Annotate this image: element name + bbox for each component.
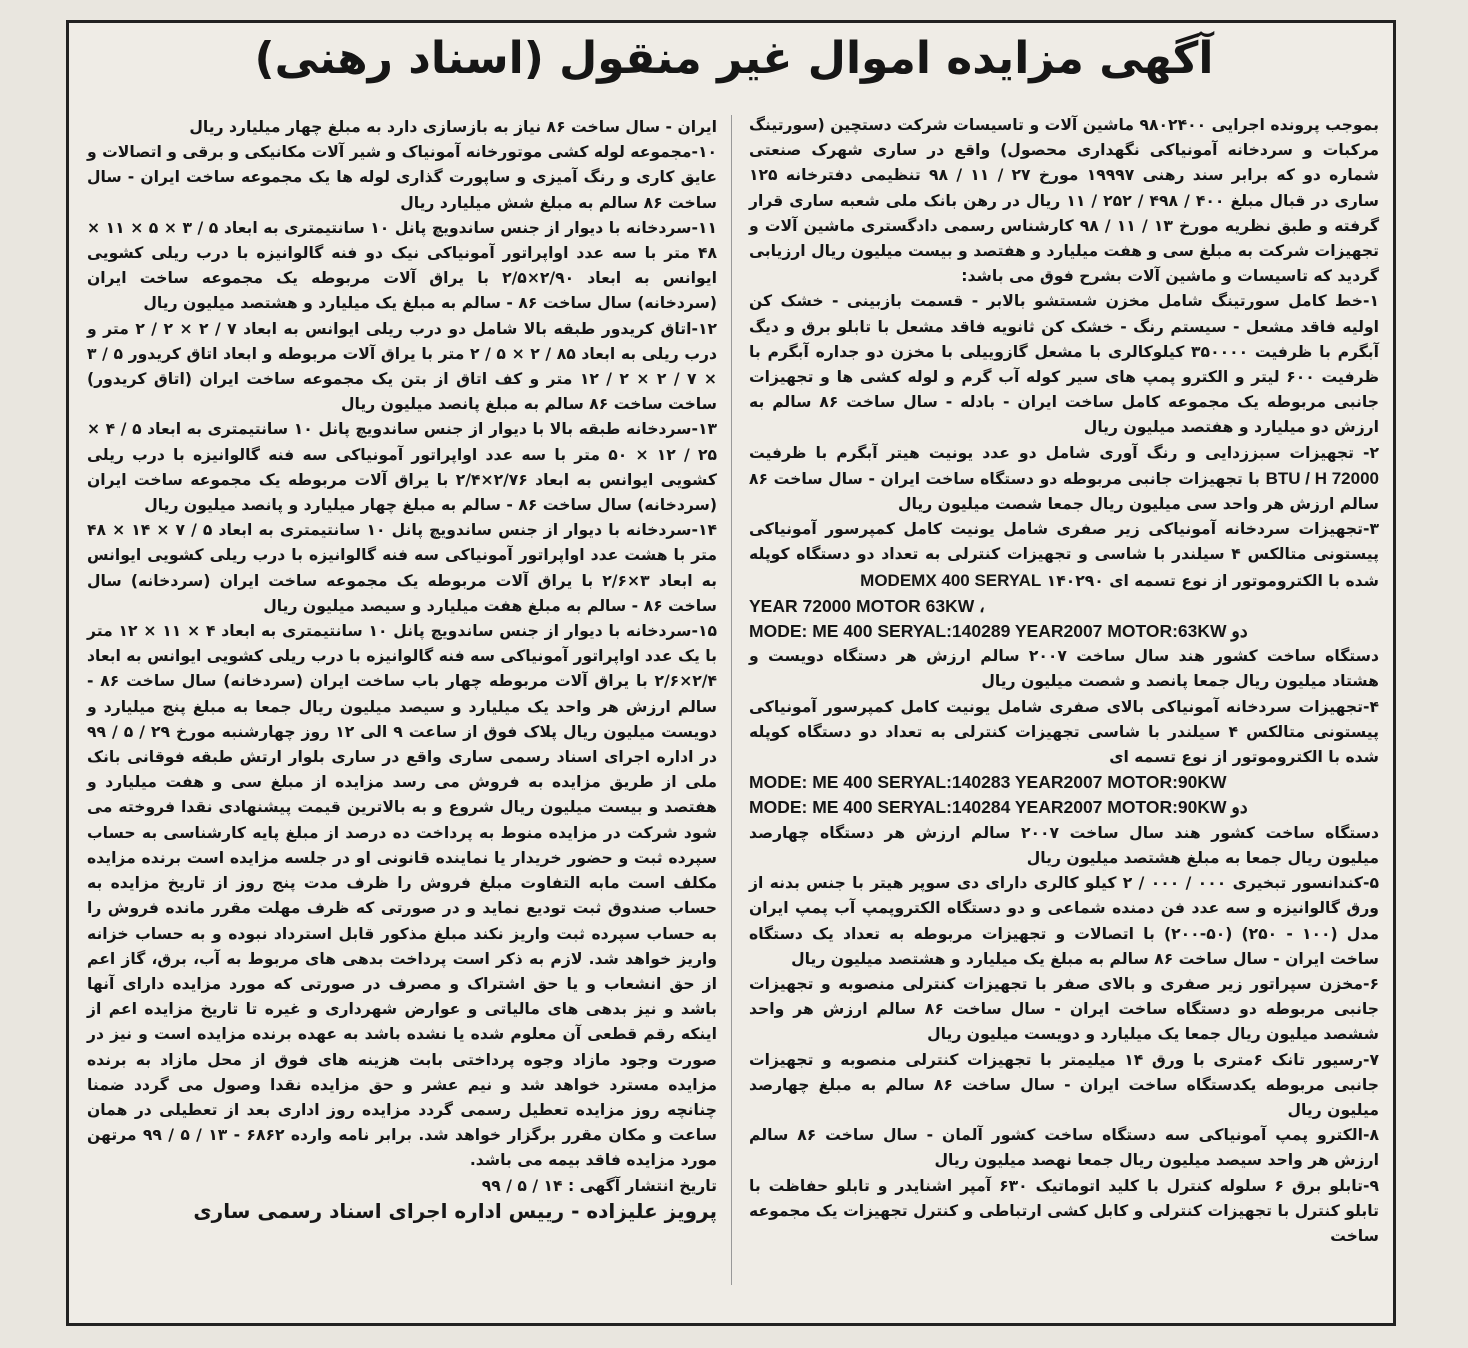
item-4-text-a: ۴-تجهیزات سردخانه آمونیاکی بالای صفری شامل یونیت کامل کمپرسور آمونیاکی پیستونی متالکس ۴ سیلندر با شاسی تجهیزات کنترلی به تعداد دو دستگاه کوپله شده با الکتروموتور از نوع تسمه ای	[749, 697, 1379, 767]
item-2-text-b: با تجهیزات جانبی مربوطه دو دستگاه ساخت ایران - سال ساخت ۸۶ سالم ارزش هر واحد سی میلیون ریال جمعا شصت میلیون ریال	[749, 469, 1379, 514]
item-3-spec-1: MODEMX 400 SERYAL	[860, 570, 1042, 590]
item-13: ۱۳-سردخانه طبقه بالا با دیوار از جنس ساندویچ پانل ۱۰ سانتیمتری به ابعاد ۵ / ۴ × ۲۵ / ۱۲ × ۵۰ متر با سه عدد اواپراتور آمونیاکی سه فنه گالوانیزه با درب ریلی کشویی ایوانس به ابعاد ۲/۷۶×۲/۴ با یراق آلات مربوطه یک مجموعه ساخت ایران (سردخانه) سال ساخت ۸۶ - سالم به مبلغ چهار میلیارد و پانصد میلیون ریال	[87, 420, 717, 515]
item-4-text-b: دستگاه ساخت کشور هند سال ساخت ۲۰۰۷ سالم ارزش هر دستگاه چهارصد میلیون ریال جمعا به مبلغ هشتصد میلیون ریال	[749, 823, 1379, 867]
item-11: ۱۱-سردخانه با دیوار از جنس ساندویچ پانل ۱۰ سانتیمتری به ابعاد ۵ / ۳ × ۵ × ۱۱ × ۴۸ متر با سه عدد اواپراتور آمونیاکی نیک دو فنه گالوانیزه با درب ریلی کشویی ایوانس به ابعاد ۲/۹۰×۲/۵ با یراق آلات مربوطه یک مجموعه ساخت ایران (سردخانه) سال ساخت ۸۶ - سالم به مبلغ یک میلیارد و هشتصد میلیون ریال	[87, 218, 717, 313]
item-3-du: دو	[1231, 621, 1248, 642]
item-3-spec-3-line	[749, 619, 1379, 644]
item-2	[749, 441, 1379, 518]
intro-paragraph: بموجب پرونده اجرایی ۹۸۰۲۴۰۰ ماشین آلات و تاسیسات شرکت دستچین (سورتینگ مرکبات و سردخانه آمونیاکی نگهداری محصول) واقع در ساری شهرک صنعتی شماره دو که برابر سند رهنی ۱۹۹۹۷ مورخ ۲۷ / ۱۱ / ۹۸ تنظیمی دفترخانه ۱۲۵ ساری در قبال مبلغ ۴۰۰ / ۴۹۸ / ۲۵۲ / ۱۱ ریال در رهن بانک ملی شعبه ساری قرار گرفته و طبق نظریه مورخ ۱۳ / ۱۱ / ۹۸ کارشناس رسمی دادگستری ماشین آلات و تجهیزات شرکت به مبلغ سی و هفت میلیارد و هفتصد و بیست میلیون ریال ارزیابی گردید که تاسیسات و ماشین آلات بشرح فوق می باشد:	[749, 116, 1380, 286]
signature: پرویز علیزاده - رییس اداره اجرای اسناد رسمی ساری	[193, 1198, 717, 1223]
item-10: ۱۰-مجموعه لوله کشی موتورخانه آمونیاک و شیر آلات مکانیکی و برقی و اتصالات و عایق کاری و رنگ آمیزی و ساپورت گذاری لوله ها یک مجموعه ساخت ایران - سال ساخت ۸۶ سالم به مبلغ شش میلیارد ریال	[87, 143, 717, 212]
item-3	[749, 517, 1379, 594]
item-8: ۸-الکترو پمپ آمونیاکی سه دستگاه ساخت کشور آلمان - سال ساخت ۸۶ سالم ارزش هر واحد سیصد میلیون ریال جمعا نهصد میلیون ریال	[749, 1126, 1379, 1170]
item-5: ۵-کندانسور تبخیری ۰۰۰ / ۰۰۰ / ۲ کیلو کالری دارای دی سوپر هیتر با جنس بدنه از ورق گالوانیزه و سه عدد فن دمنده شماعی و دو دستگاه الکتروپمپ آب پمپ ایران مدل (۱۰۰ - ۲۵۰) (۵۰-۲۰۰) با اتصالات و تجهیزات مربوطه به تعداد یک دستگاه ساخت ایران - سال ساخت ۸۶ سالم به مبلغ یک میلیارد و هشتصد میلیون ریال	[749, 874, 1380, 968]
item-3-text-b: دستگاه ساخت کشور هند سال ساخت ۲۰۰۷ سالم ارزش هر دستگاه دویست و هشتاد میلیون ریال جمعا پانصد و شصت میلیون ریال	[749, 647, 1379, 691]
item-12: ۱۲-اتاق کریدور طبقه بالا شامل دو درب ریلی ایوانس به ابعاد ۷ / ۲ × ۲ / ۲ متر و درب ریلی به ابعاد ۸۵ / ۲ × ۵ / ۲ متر با یراق آلات مربوطه و ابعاد اتاق کریدور ۵ / ۳ × ۷ / ۲ × ۲ / ۱۲ متر و کف اتاق از بتن یک مجموعه ساخت ایران (اتاق کریدور) ساخت ساخت ۸۶ سالم به مبلغ پانصد میلیون ریال	[87, 319, 717, 414]
notice-title: آگهی مزایده اموال غیر منقول (اسناد رهنی)	[254, 33, 1214, 84]
item-3-text-a: ۳-تجهیزات سردخانه آمونیاکی زیر صفری شامل یونیت کامل کمپرسور آمونیاکی پیستونی متالکس ۴ سیلندر با شاسی و تجهیزات کنترلی به تعداد دو دستگاه کوپله شده با الکتروموتور از نوع تسمه ای ۱۴۰۲۹۰	[749, 520, 1380, 590]
item-7: ۷-رسیور تانک ۶متری با ورق ۱۴ میلیمتر با تجهیزات کنترلی منصوبه و تجهیزات جانبی مربوطه یکدستگاه ساخت ایران - سال ساخت ۸۶ سالم به مبلغ چهارصد میلیون ریال	[749, 1050, 1379, 1119]
item-3-spec-3: MODE: ME 400 SERYAL:140289 YEAR2007 MOTOR:63KW	[749, 621, 1227, 642]
left-column	[87, 115, 717, 1224]
item-4-spec-1: MODE: ME 400 SERYAL:140283 YEAR2007 MOTOR:90KW	[749, 772, 1227, 793]
right-column	[749, 113, 1379, 1249]
item-4-spec-2-line	[749, 795, 1379, 820]
item-4-du: دو	[1231, 797, 1248, 818]
item-9-continued: ایران - سال ساخت ۸۶ نیاز به بازسازی دارد به مبلغ چهار میلیارد ریال	[189, 118, 717, 136]
item-2-text-a: ۲- تجهیزات سبززدایی و رنگ آوری شامل دو عدد یونیت هیتر آبگرم با ظرفیت	[749, 443, 1379, 462]
item-1: ۱-خط کامل سورتینگ شامل مخزن شستشو بالابر - قسمت بازبینی - خشک کن اولیه فاقد مشعل - سیستم رنگ - خشک کن ثانویه فاقد مشعل با تابلو برق و دیگ آبگرم با ظرفیت ۳۵۰۰۰۰ کیلوکالری با مشعل گازوییلی با مخزن دو جداره آبگرم با ظرفیت ۶۰۰ لیتر و الکترو پمپ های سیر کوله آب گرم و لوله کشی ها و تجهیزات جانبی مربوطه یک مجموعه کامل ساخت ایران - بادله - سال ساخت ۸۶ سالم به ارزش دو میلیارد و هفتصد میلیون ریال	[749, 292, 1380, 437]
item-3-spec-2: YEAR 72000 MOTOR 63KW ،	[749, 595, 985, 616]
item-15-and-terms: ۱۵-سردخانه با دیوار از جنس ساندویچ پانل ۱۰ سانتیمتری به ابعاد ۴ × ۱۱ × ۱۲ متر با یک عدد اواپراتور آمونیاکی سه فنه گالوانیزه با درب ریلی کشویی ایوانس به ابعاد ۲/۴×۲/۶ با یراق آلات مربوطه چهار باب ساخت ایران (سردخانه) سال ساخت ۸۶ - سالم ارزش هر واحد یک میلیارد و سیصد میلیون ریال جمعا به مبلغ پنج میلیارد و دویست میلیون ریال پلاک فوق از ساعت ۹ الی ۱۲ روز چهارشنبه مورخ ۲۹ / ۵ / ۹۹ در اداره اجرای اسناد رسمی ساری واقع در ساری بلوار ارتش طبقه فوقانی بانک ملی از طریق مزایده به فروش می رسد مزایده از مبلغ سی و هفت میلیارد و هفتصد و بیست میلیون ریال شروع و به بالاترین قیمت پیشنهادی نقدا فروخته می شود شرکت در مزایده منوط به پرداخت ده درصد از مبلغ پایه کارشناسی به حساب سپرده ثبت و حضور خریدار یا نماینده قانونی او در جلسه مزایده است برنده مزایده مکلف است مابه التفاوت مبلغ فروش را ظرف مدت پنج روز از تاریخ مزایده به حساب صندوق ثبت تودیع نماید و در صورتی که ظرف مهلت مقرر مانده فروش را به حساب سپرده ثبت واریز نکند مبلغ مذکور قابل استرداد نبوده و به حساب خزانه واریز خواهد شد. لازم به ذکر است پرداخت بدهی های مربوط به آب، برق، گاز اعم از حق انشعاب و یا حق اشتراک و مصرف در صورتی که مورد مزایده دارای آنها باشد و نیز بدهی های مالیاتی و عوارض شهرداری و غیره تا تاریخ مزایده اعم از اینکه رقم قطعی آن معلوم شده یا نشده باشد به عهده برنده مزایده است و نیز در صورت وجود مازاد وجوه پرداختی بابت هزینه های فوق از محل مازاد به برنده مزایده مسترد خواهد شد و نیم عشر و حق مزایده نقدا وصول می گردد ضمنا چنانچه روز مزایده تعطیل رسمی گردد مزایده روز اداری بعد از تعطیلی در همان ساعت و مکان مقرر برگزار خواهد شد. برابر نامه وارده ۶۸۶۲ - ۱۳ / ۵ / ۹۹ مرتهن مورد مزایده فاقد بیمه می باشد.	[87, 622, 718, 1170]
item-4-spec-2: MODE: ME 400 SERYAL:140284 YEAR2007 MOTOR:90KW	[749, 797, 1227, 818]
item-14: ۱۴-سردخانه با دیوار از جنس ساندویچ پانل ۱۰ سانتیمتری به ابعاد ۵ / ۷ × ۱۴ × ۴۸ متر با هشت عدد اواپراتور آمونیاکی سه فنه گالوانیزه با درب ریلی کشویی ایوانس به ابعاد ۳×۲/۶ با یراق آلات مربوطه یک مجموعه ساخت ایران (سردخانه) سال ساخت ۸۶ - سالم به مبلغ هفت میلیارد و سیصد میلیون ریال	[87, 521, 717, 615]
item-6: ۶-مخزن سپراتور زیر صفری و بالای صفر با تجهیزات کنترلی منصوبه و تجهیزات جانبی مربوطه دو دستگاه ساخت ایران - سال ساخت ۸۶ سالم ارزش هر واحد ششصد میلیون ریال جمعا یک میلیارد و دویست میلیون ریال	[749, 974, 1379, 1044]
publication-date: تاریخ انتشار آگهی : ۱۴ / ۵ / ۹۹	[481, 1176, 717, 1195]
item-2-spec: BTU / H 72000	[1265, 468, 1379, 488]
column-divider	[731, 115, 732, 1285]
notice-frame	[66, 20, 1396, 1326]
item-9: ۹-تابلو برق ۶ سلوله کنترل با کلید اتوماتیک ۶۳۰ آمپر اشنایدر و تابلو حفاظت با تابلو کنترل با تجهیزات کنترلی و کابل کشی ارتباطی و کنترل تجهیزات یک مجموعه ساخت	[749, 1176, 1379, 1245]
